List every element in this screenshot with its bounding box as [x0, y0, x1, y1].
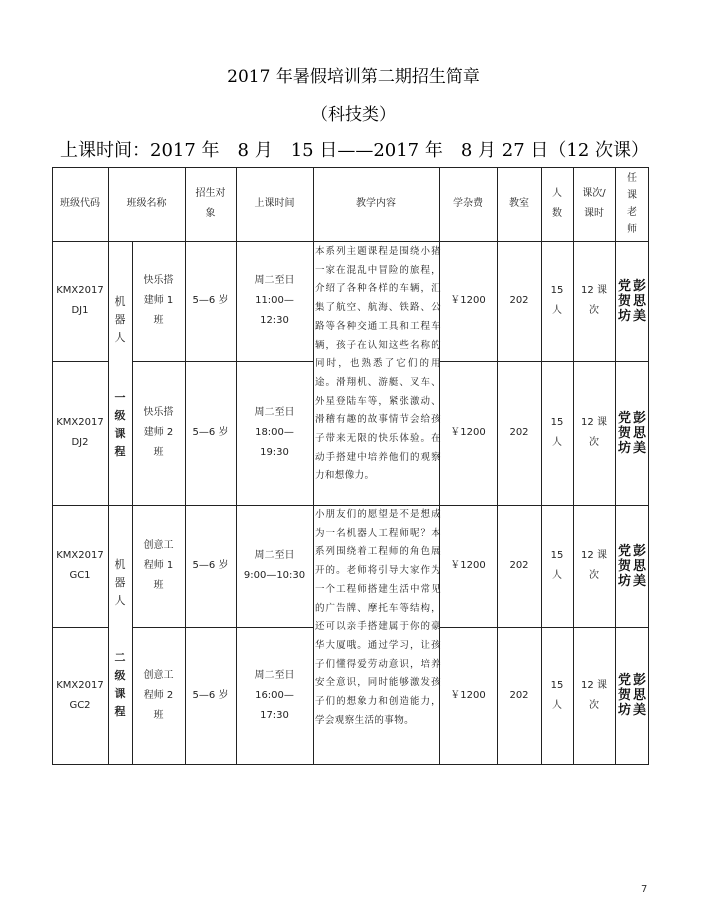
page-title: 2017 年暑假培训第二期招生简章 [227, 67, 480, 87]
row-3-code: KMX2017 GC1 [56, 550, 104, 581]
row-1-age: 5—6 岁 [192, 295, 229, 306]
row-4-code: KMX2017 GC2 [56, 679, 104, 711]
row-2-teacher: 党 贺 坊 彭 思 美 [617, 410, 647, 456]
header-content: 教学内容 [356, 198, 396, 209]
header-fee: 学杂费 [453, 198, 483, 209]
row-1-code: KMX2017 DJ1 [56, 285, 104, 316]
row-2-lessons: 12 课 次 [581, 417, 607, 448]
row-4-teacher: 党 贺 坊 彭 思 美 [617, 673, 647, 718]
row-1-people: 15 人 [550, 285, 564, 316]
header-code: 班级代码 [60, 198, 100, 209]
row-2-people: 15 人 [550, 417, 564, 448]
row-1-time: 周二至日 11:00— 12:30 [254, 275, 295, 326]
schedule-line: 上课时间：2017 年 8 月 15 日——2017 年 8 月 27 日（12 次课） [60, 140, 650, 161]
row-3-fee: ￥1200 [450, 560, 486, 571]
row-2-fee: ￥1200 [450, 427, 486, 438]
row-4-lessons: 12 课 次 [581, 679, 607, 711]
group-1-level: 一 级 课 程 [114, 391, 126, 458]
content-group-2: 小朋友们的愿望是不是想成为一名机器人工程师呢？本系列围绕着工程师的角色展开的。老师将引导大家作为一个工程师搭建生活中常见的广告牌、摩托车等结构，还可以亲手搭建属于你的豪华大厦哦。通过学习，让孩子们懂得爱劳动意识，培养安全意识，同时能够激发孩子们的想象力和创造能力，学会观察生活的事物。 [315, 509, 441, 726]
header-teacher: 任 课 老 师 [627, 173, 637, 235]
row-2-room: 202 [509, 427, 529, 438]
header-room: 教室 [509, 198, 529, 209]
group-2-series: 机 器 人 [114, 558, 126, 607]
row-1-name: 快乐搭 建师 1 班 [143, 275, 174, 326]
row-4-people: 15 人 [550, 679, 564, 711]
row-1-teacher: 党 贺 坊 彭 思 美 [617, 278, 647, 324]
header-age: 招生对 象 [195, 188, 226, 219]
row-4-age: 5—6 岁 [192, 689, 229, 701]
row-2-name: 快乐搭 建师 2 班 [143, 407, 174, 458]
header-name: 班级名称 [126, 198, 167, 209]
header-people: 人 数 [552, 188, 562, 219]
row-1-room: 202 [509, 295, 529, 306]
row-2-code: KMX2017 DJ2 [56, 417, 104, 448]
group-1-series: 机 器 人 [114, 295, 126, 344]
page-subtitle: （科技类） [311, 105, 396, 125]
row-1-fee: ￥1200 [450, 295, 486, 306]
page-number: 7 [641, 884, 648, 895]
row-4-room: 202 [509, 689, 529, 701]
row-3-name: 创意工 程师 1 班 [143, 540, 174, 591]
row-3-room: 202 [509, 560, 529, 571]
row-4-name: 创意工 程师 2 班 [143, 669, 174, 721]
header-lessons: 课次/ 课时 [582, 188, 606, 219]
row-1-lessons: 12 课 次 [581, 285, 607, 316]
header-time: 上课时间 [254, 198, 295, 209]
row-3-lessons: 12 课 次 [581, 550, 607, 581]
content-group-1: 本系列主题课程是围绕小猪一家在混乱中冒险的旅程，介绍了各种各样的车辆，汇集了航空、航海、铁路、公路等各种交通工具和工程车辆，孩子在认知这些名称的同时，也熟悉了它们的用途。滑翔机、游艇、叉车、外星登陆车等，紧张激动、滑稽有趣的故事情节会给孩子带来无限的快乐体验。在动手搭建中培养他们的观察力和想像力。 [315, 246, 441, 482]
group-2-level: 二 级 课 程 [114, 651, 126, 718]
row-3-age: 5—6 岁 [192, 560, 229, 571]
row-3-people: 15 人 [550, 550, 564, 581]
row-3-time: 周二至日 9:00—10:30 [243, 550, 306, 581]
row-4-time: 周二至日 16:00— 17:30 [254, 669, 295, 721]
row-2-time: 周二至日 18:00— 19:30 [254, 407, 295, 458]
row-2-age: 5—6 岁 [192, 427, 229, 438]
row-3-teacher: 党 贺 坊 彭 思 美 [617, 543, 647, 589]
row-4-fee: ￥1200 [450, 689, 486, 701]
